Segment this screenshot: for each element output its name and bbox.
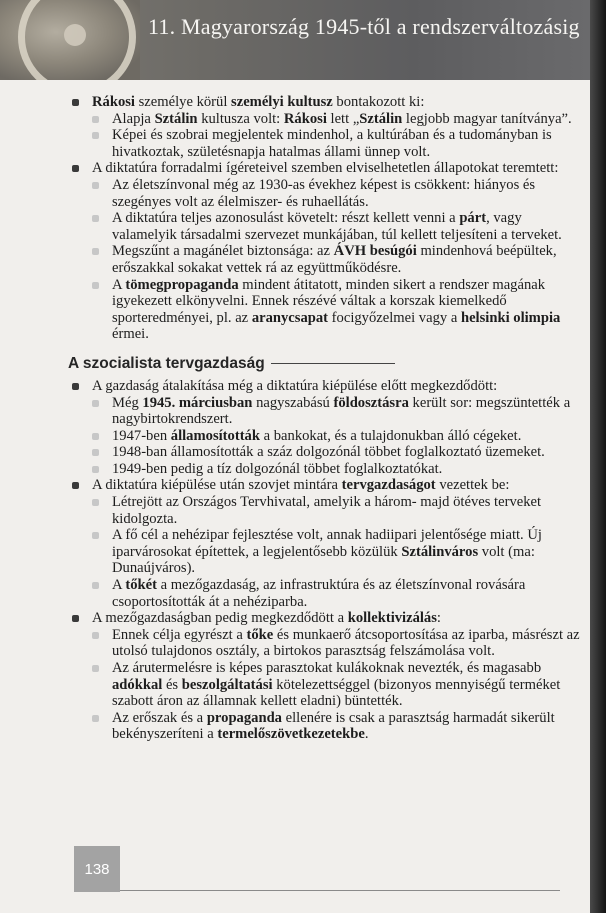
text-segment: : xyxy=(436,610,441,627)
text-segment: Ennek célja egyrészt a xyxy=(112,626,247,643)
bullet-item xyxy=(72,610,584,627)
bold-term: termelőszövetkezetekbe xyxy=(217,726,365,743)
bold-term: személyi kultusz xyxy=(231,94,333,110)
section-heading-text: A szocialista tervgazdaság xyxy=(68,354,265,372)
text-segment: és munkaerő átcsoportosítása az iparba, másrészt az utolsó tulajdonos osztály, a birtokos parasztság felszámolása volt. xyxy=(112,626,584,660)
text-segment: érmei. xyxy=(112,309,564,343)
sub-bullet-item xyxy=(72,428,584,445)
text-segment: A diktatúra forradalmi ígéreteivel szemben elviselhetetlen állapotokat teremtett: xyxy=(92,160,559,177)
text-segment: Létrejött az Országos Tervhivatal, amelyik a három- majd ötéves terveket kidolgozta. xyxy=(112,494,545,527)
text-segment: , vagy valamelyik társadalmi szervezet munkájában, túl kellett teljesíteni a terveket. xyxy=(112,210,562,243)
text-segment: Képei és szobrai megjelentek mindenhol, a kultúrában és a tudományban is hivatkoztak, születésnapja hatalmas állami ünnep volt. xyxy=(112,127,556,160)
bold-term: földosztásra xyxy=(333,394,409,411)
text-segment: kultusza volt: xyxy=(197,110,284,127)
section-heading xyxy=(68,353,584,375)
text-segment: volt (ma: Dunaújváros). xyxy=(112,543,539,577)
bold-term: tőkét xyxy=(125,577,158,594)
text-segment: 1948-ban államosították a száz dolgozónál többet foglalkoztató üzemeket. xyxy=(112,444,545,461)
sub-bullet-item xyxy=(72,395,584,428)
sub-bullet-item xyxy=(72,277,584,343)
text-segment: Még xyxy=(112,394,143,411)
text-segment: focigyőzelmei vagy a xyxy=(328,309,461,326)
sub-bullet-item xyxy=(72,243,584,276)
bold-term: tőke xyxy=(246,626,274,643)
text-segment: Az életszínvonal még az 1930-as évekhez képest is csökkent: hiányos és szegényes volt az élelmiszer- és ruhaellátás. xyxy=(112,176,539,210)
text-segment: A xyxy=(112,276,126,293)
text-segment: kötelezettséggel (bizonyos mennyiségű terméket szabott áron az államnak kellett eladni) büntették. xyxy=(112,676,564,710)
sub-bullet-item xyxy=(72,494,584,527)
bold-term: Sztálin xyxy=(359,110,403,127)
text-segment: A diktatúra kiépülése után szovjet mintára xyxy=(92,477,342,494)
sub-bullet-item xyxy=(72,461,584,478)
sub-bullet-item xyxy=(72,627,584,660)
text-segment: bontakozott ki: xyxy=(332,94,425,110)
text-segment: került sor: megszüntették a nagybirtokrendszert. xyxy=(112,394,574,428)
text-segment: Az árutermelésre is képes parasztokat kulákoknak nevezték, és magasabb xyxy=(112,660,545,676)
text-segment: legjobb magyar tanítványa”. xyxy=(402,110,572,127)
text-segment: A xyxy=(112,577,126,594)
bullet-item xyxy=(72,160,584,177)
header-photo xyxy=(0,0,140,80)
bold-term: tervgazdaságot xyxy=(341,477,436,494)
sub-bullet-item xyxy=(72,210,584,243)
sub-bullet-item xyxy=(72,111,584,128)
section-planned-economy xyxy=(72,378,584,743)
page-content xyxy=(68,94,584,743)
text-segment: A mezőgazdaságban pedig megkezdődött a xyxy=(92,610,348,627)
text-segment: lett „ xyxy=(326,110,360,127)
section-heading-rule xyxy=(271,363,395,364)
bullet-item xyxy=(72,477,584,494)
bold-term: Rákosi xyxy=(92,94,135,110)
text-segment: ellenére is csak a parasztság harmadát sikerült bekényszeríteni a xyxy=(112,709,559,743)
bold-term: párt xyxy=(459,210,487,227)
sub-bullet-item xyxy=(72,660,584,710)
text-segment: vezettek be: xyxy=(435,477,510,494)
page-edge-shadow xyxy=(590,0,606,913)
text-segment: a bankokat, és a tulajdonukban álló cégeket. xyxy=(259,427,522,444)
text-segment: személye körül xyxy=(134,94,232,110)
bold-term: ÁVH besúgói xyxy=(333,243,417,260)
text-segment: mindent átitatott, minden sikert a rendszer magának igyekezett elkönyvelni. Ennek részévé váltak a korszak kiemelkedő sporteredményei, pl. az xyxy=(112,276,549,326)
text-segment: A diktatúra teljes azonosulást követelt: részt kellett venni a xyxy=(112,210,460,227)
page-number: 138 xyxy=(74,846,120,892)
chapter-title: 11. Magyarország 1945-től a rendszerváltozásig xyxy=(148,14,580,39)
text-segment: A gazdaság átalakítása még a diktatúra kiépülése előtt megkezdődött: xyxy=(92,377,498,394)
bold-term: Rákosi xyxy=(283,110,327,127)
sub-bullet-item xyxy=(72,177,584,210)
text-segment: mindenhová beépültek, erőszakkal sokakat vettek rá az együttműködésre. xyxy=(112,243,561,276)
sub-bullet-item xyxy=(72,527,584,577)
wheel-hub-icon xyxy=(64,24,86,46)
bold-term: Sztálin xyxy=(154,110,198,127)
bold-term: államosították xyxy=(170,427,260,444)
text-segment: A fő cél a nehézipar fejlesztése volt, annak hadiipari jelentősége miatt. Új iparvárosokat építettek, a legjelentősebb közülük xyxy=(112,527,546,560)
bold-term: propaganda xyxy=(206,709,282,726)
bold-term: aranycsapat xyxy=(251,309,329,326)
footer-rule xyxy=(120,890,560,891)
sub-bullet-item xyxy=(72,577,584,610)
text-segment: 1949-ben pedig a tíz dolgozónál többet foglalkoztatókat. xyxy=(112,460,443,477)
sub-bullet-item xyxy=(72,444,584,461)
bold-term: tömegpropaganda xyxy=(125,276,239,293)
text-segment: és xyxy=(162,676,182,693)
sub-bullet-item xyxy=(72,710,584,743)
text-segment: Az erőszak és a xyxy=(112,709,207,726)
sub-bullet-item xyxy=(72,127,584,160)
bold-term: Sztálinváros xyxy=(401,543,479,560)
chapter-header xyxy=(0,0,590,80)
bold-term: 1945. márciusban xyxy=(142,394,253,411)
text-segment: 1947-ben xyxy=(112,427,171,444)
section-personality-cult xyxy=(72,94,584,343)
bold-term: beszolgáltatási xyxy=(181,676,273,693)
bullet-item xyxy=(72,94,584,111)
text-segment: . xyxy=(364,726,369,743)
bold-term: adókkal xyxy=(112,676,163,693)
bold-term: kollektivizálás xyxy=(347,610,437,627)
text-segment: Alapja xyxy=(112,110,155,127)
bold-term: helsinki olimpia xyxy=(460,309,561,326)
text-segment: nagyszabású xyxy=(252,394,334,411)
bullet-item xyxy=(72,378,584,395)
text-segment: Megszűnt a magánélet biztonsága: az xyxy=(112,243,334,260)
text-segment: a mezőgazdaság, az infrastruktúra és az életszínvonal rovására csoportosították át a nehéziparba. xyxy=(112,577,529,610)
